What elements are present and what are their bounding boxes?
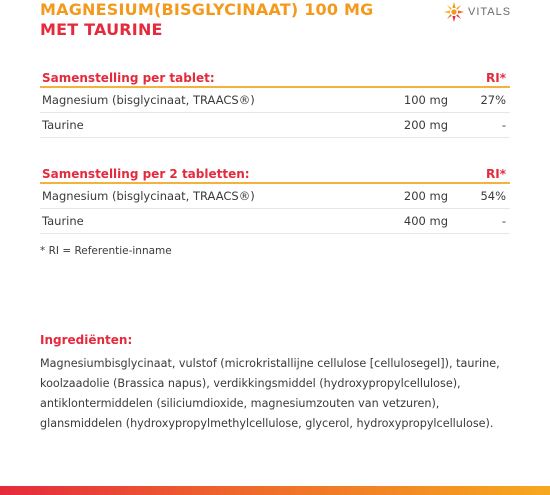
product-title-line1: MAGNESIUM(BISGLYCINAAT) 100 MG: [40, 0, 374, 19]
ri-footnote: * RI = Referentie-inname: [40, 245, 172, 257]
composition-table-per-2-tablets: [40, 166, 510, 234]
product-title-line2: MET TAURINE: [40, 20, 163, 39]
table-row: [40, 209, 510, 234]
sun-icon: [443, 1, 465, 23]
table-header: [40, 70, 510, 88]
ingredient-ri: -: [501, 214, 506, 228]
ingredient-ri: 27%: [480, 93, 506, 107]
table-row: [40, 88, 510, 113]
ingredient-name: Taurine: [42, 214, 84, 228]
ingredient-amount: 100 mg: [403, 93, 448, 107]
ingredient-name: Magnesium (bisglycinaat, TRAACS®): [42, 93, 255, 107]
table-header-ri: RI*: [486, 71, 506, 85]
ingredient-name: Taurine: [42, 118, 84, 132]
table-header-label: Samenstelling per tablet:: [42, 71, 215, 85]
vitals-logo: [443, 1, 511, 23]
ingredients-title: Ingrediënten:: [40, 333, 133, 347]
table-header-label: Samenstelling per 2 tabletten:: [42, 167, 250, 181]
table-header: [40, 166, 510, 184]
ingredient-amount: 200 mg: [403, 189, 448, 203]
ingredients-text: Magnesiumbisglycinaat, vulstof (microkristallijne cellulose [cellulosegel]), taurine, koolzaadolie (Brassica napus), verdikkingsmiddel (hydroxypropylcellulose), antiklontermiddelen (siliciumdioxide, magnesiumzouten van vetzuren), glansmiddelen (hydroxypropylmethylcellulose, glycerol, hydroxypropylcellulose).: [40, 357, 500, 430]
ingredient-amount: 200 mg: [403, 118, 448, 132]
bottom-gradient-bar: [0, 486, 550, 495]
ingredient-ri: 54%: [480, 189, 506, 203]
ingredient-name: Magnesium (bisglycinaat, TRAACS®): [42, 189, 255, 203]
composition-table-per-tablet: [40, 70, 510, 138]
ingredient-ri: -: [501, 118, 506, 132]
table-header-ri: RI*: [486, 167, 506, 181]
logo-text: VITALS: [468, 6, 512, 18]
ingredient-amount: 400 mg: [403, 214, 448, 228]
table-row: [40, 113, 510, 138]
table-row: [40, 184, 510, 209]
product-title: [40, 0, 373, 40]
